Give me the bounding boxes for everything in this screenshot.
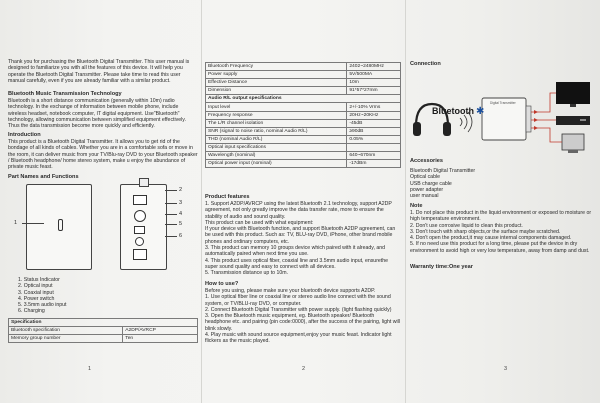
dvd-player-icon xyxy=(556,116,590,125)
table-row xyxy=(206,143,401,151)
spec-label: Dimension xyxy=(206,87,347,95)
spec-value: 91*57*27mm xyxy=(347,87,401,95)
part-item: 1. Status Indicator xyxy=(18,277,60,283)
optical-port-icon xyxy=(133,195,147,205)
callout-line-4 xyxy=(165,214,177,215)
table-row xyxy=(206,152,401,160)
table-row xyxy=(206,160,401,168)
how-to-use-paragraph: Before you using, please make sure your bluetooth device supports A2DP. 1. Use optical fiber line or coaxial line or stereo audio line connect with the sound system, or TV/BLU-ray DVD, or computer. 2. Connect Bluetooth Digital Transmitter with power supply. (light flashing quickly) 3. Open the Bluetooth music equipment, eg. Bluetooth speaker/ Bluetooth headphone etc. and pairing (pin code:0000), after the success of the pairing, light will blink slowly. 4. Play music with sound source equipment,enjoy your music feast. Indicator light flickers as the music played. xyxy=(205,288,400,345)
bluetooth-icon: ✱ xyxy=(476,106,485,117)
callout-1: 1 xyxy=(14,220,18,226)
callout-2: 2 xyxy=(179,187,183,193)
spec-value: Ten xyxy=(123,335,198,343)
spec-value: -45dB xyxy=(347,119,401,127)
spec-value: 0.05% xyxy=(347,135,401,143)
table-row xyxy=(206,63,401,71)
introduction-paragraph: This product is a Bluetooth Digital Transmitter. It allows you to get rid of the bondage of all kinds of cables. Whether you are in a comfortable sofa or move in the room, it can deliver music from your TV/Blu-ray DVD to your Bluetooth speaker / Bluetooth headphone/ home stereo system, make u enjoy the abundance of private music feast. xyxy=(8,139,198,171)
features-heading: Product features xyxy=(205,194,250,200)
charging-port-icon xyxy=(133,249,147,260)
arrow-icons xyxy=(534,110,538,130)
spec-value: -17dBm xyxy=(347,160,401,168)
callout-5: 5 xyxy=(179,221,183,227)
spec-value: 2402~2480MHz xyxy=(347,63,401,71)
note-heading: Note xyxy=(410,203,423,209)
page-number-2: 2 xyxy=(302,366,306,372)
part-item: 2. Optical input xyxy=(18,283,53,290)
bt-tech-heading: Bluetooth Music Transmission Technology xyxy=(8,91,122,97)
bluetooth-logo-text: Bluetooth xyxy=(432,106,474,116)
audio-spec-heading: Audio R/L output specifications xyxy=(206,95,401,103)
table-row xyxy=(206,79,401,87)
table-row xyxy=(206,135,401,143)
page-number-3: 3 xyxy=(504,366,508,372)
callout-3: 3 xyxy=(179,200,183,206)
table-row xyxy=(206,119,401,127)
callout-line-5 xyxy=(165,224,177,225)
fold-line-1 xyxy=(201,0,202,403)
parts-list xyxy=(18,277,66,315)
spec-heading: Specification xyxy=(9,319,198,327)
spec-label: Input level xyxy=(206,103,347,111)
page-1 xyxy=(8,0,198,403)
callout-line-1 xyxy=(22,223,44,224)
spec-label: Optical input specifications xyxy=(206,143,347,151)
part-item: 4. Power switch xyxy=(18,295,55,302)
spec-label: Bluetooth specification xyxy=(9,327,123,335)
spec-value: 2+/-10% Vrms xyxy=(347,103,401,111)
how-to-use-heading: How to use? xyxy=(205,281,239,287)
page-3 xyxy=(410,0,596,403)
list-item: Bluetooth Digital Transmitter xyxy=(410,168,476,174)
spec-value: ≥90dB xyxy=(347,127,401,135)
callout-6: 6 xyxy=(179,233,183,239)
list-item: power adapter xyxy=(410,186,444,193)
spec-label: Effective Distance xyxy=(206,79,347,87)
coaxial-port-icon xyxy=(134,210,146,222)
callout-4: 4 xyxy=(179,211,183,217)
device-side-view xyxy=(120,184,167,270)
spec-label: Memory group number xyxy=(9,335,123,343)
bt-tech-paragraph: Bluetooth is a short distance communication (generally within 10m) radio technology. In the exchange of information between mobile phone, include wireless headset, notebook computer, IT digital equipment. Use"Bluetooth" technology, allowing communication between simplified equipment effectively. Thus the data transmission become more quickly and efficiently. xyxy=(8,98,186,130)
table-row xyxy=(9,327,198,335)
device-front-view xyxy=(26,184,92,270)
spec-value: 20Hz~20KHz xyxy=(347,111,401,119)
table-row xyxy=(206,103,401,111)
list-item: user manual xyxy=(410,193,439,200)
table-row xyxy=(206,127,401,135)
connection-heading: Connection xyxy=(410,61,441,67)
spec-table-page1 xyxy=(8,318,198,343)
callout-line-2 xyxy=(165,190,177,191)
diagram-small-label: Digital Transmitter xyxy=(490,101,516,105)
part-item: 5. 3.5mm audio input xyxy=(18,302,67,309)
notes-paragraph: 1. Do not place this product in the liquid environment or exposed to moisture or high temperature environment. 2. Don't use corrosive liquid to clean this product. 3. Don't touch with sharp objects,or the surface maybe scratched. 4. Don't open the product,it may cause internal components damaged. 5. If no need use this product for a long time, please put the device in dry environment to avoid high or very low temperature, away from damp and dust. xyxy=(410,210,592,254)
list-item: USB charge cable xyxy=(410,180,452,187)
callout-line-6 xyxy=(165,236,177,237)
fold-line-2 xyxy=(405,0,406,403)
page-number-1: 1 xyxy=(88,366,92,372)
introduction-heading: Introduction xyxy=(8,132,41,138)
spec-value: 640~670nm xyxy=(347,152,401,160)
spec-label: The L/R channel isolation xyxy=(206,119,347,127)
parts-heading: Part Names and Functions xyxy=(8,174,79,180)
spec-label: Power supply xyxy=(206,71,347,79)
spec-label: THD (nominal Audio R/L) xyxy=(206,135,347,143)
status-indicator-icon xyxy=(58,219,63,231)
table-row xyxy=(9,335,198,343)
spec-label: Wavelength (nominal) xyxy=(206,152,347,160)
page-2 xyxy=(205,0,403,403)
spec-value: 10m xyxy=(347,79,401,87)
spec-value: 5V/500MA xyxy=(347,71,401,79)
spec-value: A2DP/AVRCP xyxy=(123,327,198,335)
warranty-text: Warranty time:One year xyxy=(410,264,473,270)
features-paragraph: 1. Support A2DP/AVRCP using the latest Bluetooth 2.1 technology, support A2DP agreement, not only greatly improve the data transfer rate, more to ensure the stability of audio and sound quality. This product can be used with what equipment: If your device with Bluetooth function, and support Bluetooth A2DP agreement, can be used with this product. Such as: TV, BLU-ray DVD, iPhone, other brand mobile phones and ordinary computers, etc. 3. This product can memory 10 groups device which paired with it already, and automatically paired when next time you use. 4. This product uses optical fiber, coaxial line and 3.5mm audio input, ensurethe super sound quality and easy to connect with all devices. 5. Transmission distance up to 10m. xyxy=(205,201,396,277)
accessories-heading: Accessories xyxy=(410,158,443,164)
power-switch-icon xyxy=(134,226,145,234)
intro-paragraph: Thank you for purchasing the Bluetooth Digital Transmitter. This user manual is designed to familiarize you with all the features of this device. It will help you operate the Bluetooth Digital Transmitter. Please take time to read this user manual carefully, even if you are already familiar with a similar product. xyxy=(8,59,190,84)
audio-jack-icon xyxy=(135,237,144,246)
computer-icon xyxy=(562,134,584,153)
spec-label: Optical power input (nominal) xyxy=(206,160,347,168)
spec-label: Frequency response xyxy=(206,111,347,119)
list-item: Optical cable xyxy=(410,174,440,181)
spec-label: Bluetooth Frequency xyxy=(206,63,347,71)
spec-label: SNR (signal to noise ratio, nominal Audio R/L) xyxy=(206,127,347,135)
part-item: 6. Charging xyxy=(18,308,45,315)
table-row xyxy=(206,111,401,119)
part-item: 3. Coaxial input xyxy=(18,289,54,296)
callout-line-3 xyxy=(165,203,177,204)
connection-diagram xyxy=(410,76,596,162)
table-row xyxy=(206,87,401,95)
table-row xyxy=(206,71,401,79)
spec-value xyxy=(347,143,401,151)
spec-table-page2 xyxy=(205,62,401,168)
device-port-panel xyxy=(526,106,531,132)
device-top-tab xyxy=(139,178,149,187)
accessories-list xyxy=(410,168,475,199)
tv-icon xyxy=(556,82,590,107)
